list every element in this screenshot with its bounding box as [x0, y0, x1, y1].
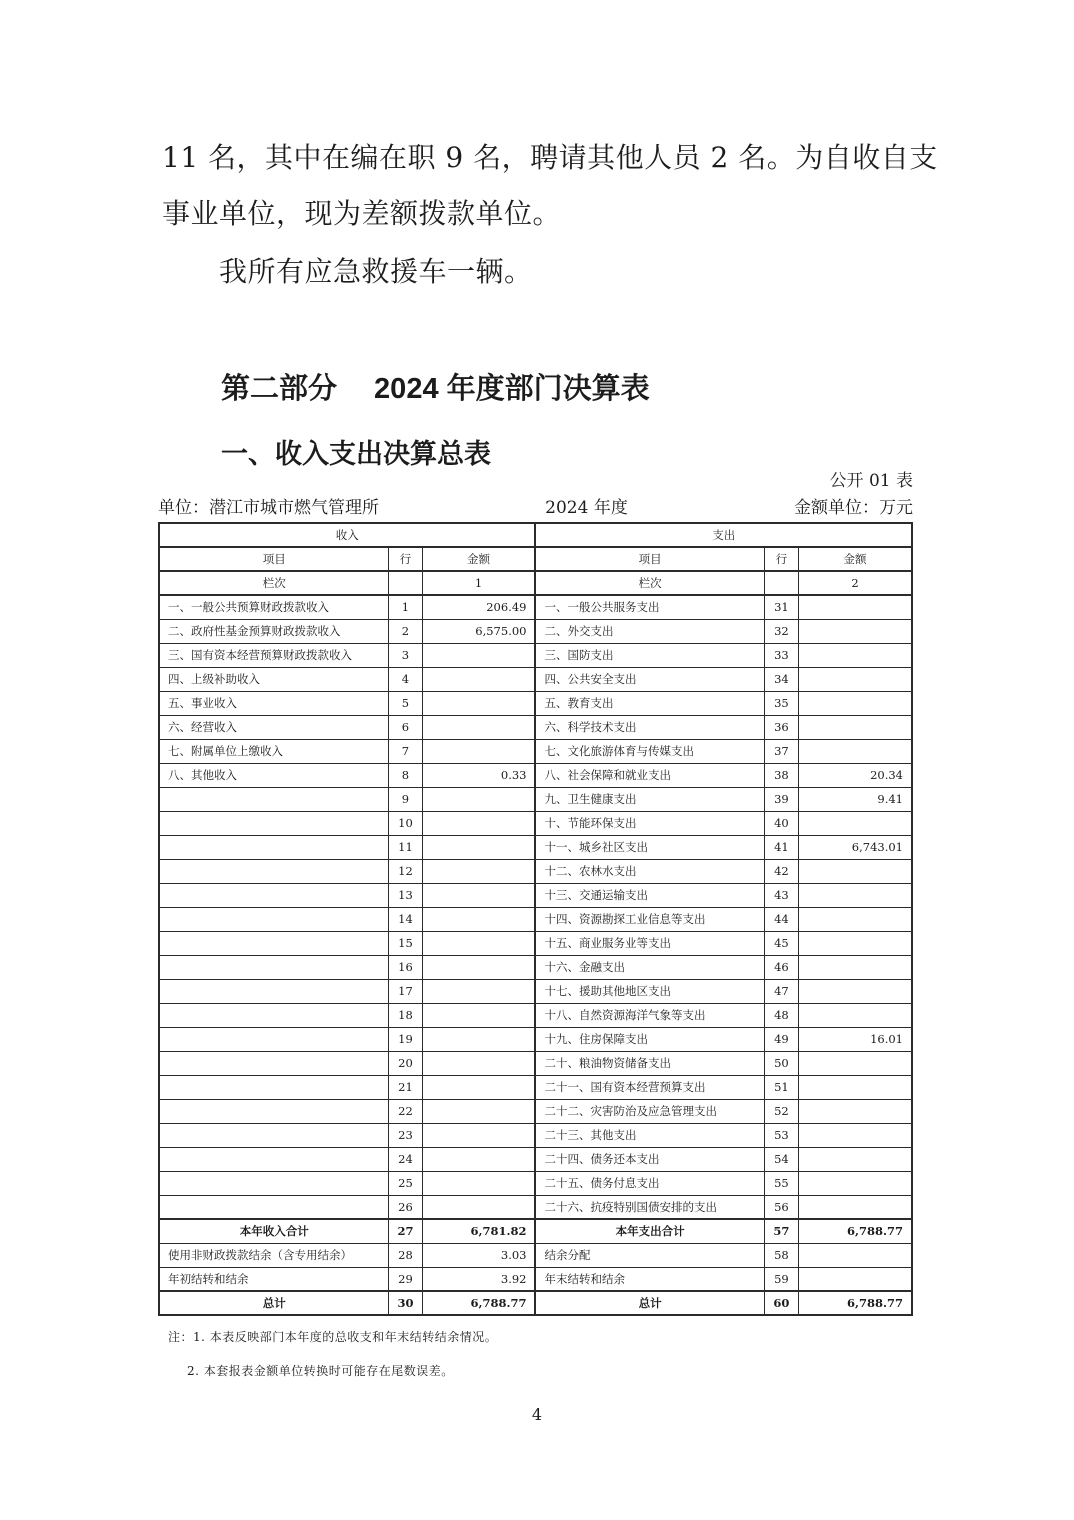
expense-line-number-cell: 39	[764, 787, 798, 811]
income-line-number-cell: 6	[389, 715, 422, 739]
income-item-cell	[159, 859, 389, 883]
expense-item-cell: 五、教育支出	[535, 691, 764, 715]
income-item-cell: 二、政府性基金预算财政拨款收入	[159, 619, 389, 643]
table-row	[159, 595, 912, 619]
expense-amount-cell	[799, 667, 913, 691]
expense-item-cell: 十六、金融支出	[535, 955, 764, 979]
income-column-number: 1	[422, 571, 535, 595]
table-row	[159, 763, 912, 787]
expense-amount-cell	[799, 643, 913, 667]
expense-line-number-cell: 49	[764, 1027, 798, 1051]
intro-paragraph-line-1: 11 名，其中在编在职 9 名，聘请其他人员 2 名。为自收自支	[162, 141, 938, 174]
table-head	[159, 523, 912, 595]
expense-amount-cell	[799, 859, 913, 883]
income-amount-cell	[422, 1171, 535, 1195]
expense-amount-cell	[799, 907, 913, 931]
expense-amount-cell	[799, 883, 913, 907]
table-row	[159, 859, 912, 883]
table-meta-row	[158, 493, 913, 518]
table-row	[159, 835, 912, 859]
income-amount-cell	[422, 811, 535, 835]
income-line-number-cell: 28	[389, 1243, 422, 1267]
expense-amount-cell: 6,788.77	[799, 1291, 913, 1315]
expense-line-number-cell: 36	[764, 715, 798, 739]
expense-line-number-cell: 50	[764, 1051, 798, 1075]
table-column-header-row	[159, 547, 912, 571]
expense-amount-cell	[799, 1171, 913, 1195]
expense-item-cell: 十一、城乡社区支出	[535, 835, 764, 859]
table-row	[159, 1195, 912, 1219]
income-amount-cell: 6,575.00	[422, 619, 535, 643]
expense-item-cell: 八、社会保障和就业支出	[535, 763, 764, 787]
table-row	[159, 1075, 912, 1099]
expense-line-number-cell: 59	[764, 1267, 798, 1291]
income-expense-table	[158, 522, 913, 1316]
table-row	[159, 1123, 912, 1147]
income-line-number-cell: 2	[389, 619, 422, 643]
expense-item-cell: 二十一、国有资本经营预算支出	[535, 1075, 764, 1099]
income-item-cell: 年初结转和结余	[159, 1267, 389, 1291]
income-line-number-cell: 7	[389, 739, 422, 763]
income-line-number-cell: 26	[389, 1195, 422, 1219]
income-amount-cell: 3.03	[422, 1243, 535, 1267]
expense-amount-cell	[799, 1267, 913, 1291]
income-item-cell	[159, 1195, 389, 1219]
expense-amount-cell: 9.41	[799, 787, 913, 811]
income-line-number-cell: 30	[389, 1291, 422, 1315]
table-row	[159, 1099, 912, 1123]
income-line-number-cell: 5	[389, 691, 422, 715]
expense-amount-cell: 16.01	[799, 1027, 913, 1051]
expense-amount-cell	[799, 979, 913, 1003]
expense-line-number-cell: 35	[764, 691, 798, 715]
income-item-cell: 使用非财政拨款结余（含专用结余）	[159, 1243, 389, 1267]
income-lanci-line-cell	[389, 571, 422, 595]
year-label: 2024 年度	[545, 498, 628, 518]
expense-line-number-cell: 51	[764, 1075, 798, 1099]
income-amount-cell	[422, 955, 535, 979]
income-line-number-cell: 8	[389, 763, 422, 787]
expense-item-cell: 十九、住房保障支出	[535, 1027, 764, 1051]
income-item-cell	[159, 907, 389, 931]
income-item-cell: 四、上级补助收入	[159, 667, 389, 691]
income-item-cell: 三、国有资本经营预算财政拨款收入	[159, 643, 389, 667]
income-line-number-cell: 11	[389, 835, 422, 859]
expense-amount-cell	[799, 1147, 913, 1171]
section-title: 第二部分 2024 年度部门决算表	[221, 373, 650, 405]
income-amount-cell: 6,788.77	[422, 1291, 535, 1315]
income-line-number-cell: 18	[389, 1003, 422, 1027]
income-item-cell	[159, 835, 389, 859]
income-item-cell: 五、事业收入	[159, 691, 389, 715]
income-amount-cell	[422, 691, 535, 715]
income-amount-cell	[422, 1123, 535, 1147]
expense-item-cell: 六、科学技术支出	[535, 715, 764, 739]
income-line-number-cell: 4	[389, 667, 422, 691]
expense-item-cell: 结余分配	[535, 1243, 764, 1267]
expense-line-number-cell: 32	[764, 619, 798, 643]
page-number: 4	[531, 1405, 543, 1424]
income-line-header: 行	[389, 547, 422, 571]
expense-amount-cell	[799, 811, 913, 835]
expense-item-cell: 二十、粮油物资储备支出	[535, 1051, 764, 1075]
income-item-cell	[159, 787, 389, 811]
expense-lanci-label: 栏次	[535, 571, 764, 595]
income-amount-cell	[422, 715, 535, 739]
table-row	[159, 931, 912, 955]
expense-line-number-cell: 56	[764, 1195, 798, 1219]
expense-amount-cell	[799, 739, 913, 763]
income-line-number-cell: 21	[389, 1075, 422, 1099]
income-line-number-cell: 27	[389, 1219, 422, 1243]
expense-line-number-cell: 57	[764, 1219, 798, 1243]
table-row	[159, 667, 912, 691]
expense-line-number-cell: 55	[764, 1171, 798, 1195]
expense-line-number-cell: 45	[764, 931, 798, 955]
intro-paragraph-line-2: 事业单位，现为差额拨款单位。	[162, 197, 562, 230]
expense-item-cell: 一、一般公共服务支出	[535, 595, 764, 619]
income-amount-cell	[422, 1195, 535, 1219]
expense-amount-cell: 6,743.01	[799, 835, 913, 859]
expense-lanci-line-cell	[764, 571, 798, 595]
income-amount-cell	[422, 979, 535, 1003]
expense-item-cell: 二、外交支出	[535, 619, 764, 643]
expense-amount-cell	[799, 619, 913, 643]
table-note-2: 2. 本套报表金额单位转换时可能存在尾数误差。	[187, 1364, 454, 1378]
income-item-cell: 六、经营收入	[159, 715, 389, 739]
income-item-cell	[159, 1003, 389, 1027]
income-amount-cell: 6,781.82	[422, 1219, 535, 1243]
table-section-header-row	[159, 523, 912, 547]
income-line-number-cell: 20	[389, 1051, 422, 1075]
income-amount-cell	[422, 1027, 535, 1051]
expense-amount-cell	[799, 1003, 913, 1027]
income-item-cell	[159, 955, 389, 979]
income-line-number-cell: 25	[389, 1171, 422, 1195]
expense-line-number-cell: 31	[764, 595, 798, 619]
table-row	[159, 1243, 912, 1267]
income-item-cell	[159, 979, 389, 1003]
table-row	[159, 619, 912, 643]
expense-column-number: 2	[799, 571, 913, 595]
expense-item-cell: 七、文化旅游体育与传媒支出	[535, 739, 764, 763]
income-amount-cell	[422, 1147, 535, 1171]
expense-line-number-cell: 43	[764, 883, 798, 907]
expense-amount-cell	[799, 931, 913, 955]
expense-line-number-cell: 54	[764, 1147, 798, 1171]
expense-line-number-cell: 60	[764, 1291, 798, 1315]
expense-line-number-cell: 33	[764, 643, 798, 667]
expense-line-number-cell: 53	[764, 1123, 798, 1147]
table-row	[159, 955, 912, 979]
table-row	[159, 691, 912, 715]
expense-section-header: 支出	[535, 523, 912, 547]
expense-item-cell: 十五、商业服务业等支出	[535, 931, 764, 955]
table-row	[159, 907, 912, 931]
income-amount-cell	[422, 1003, 535, 1027]
income-line-number-cell: 16	[389, 955, 422, 979]
expense-item-header: 项目	[535, 547, 764, 571]
expense-line-number-cell: 40	[764, 811, 798, 835]
income-item-cell: 一、一般公共预算财政拨款收入	[159, 595, 389, 619]
income-item-cell	[159, 1075, 389, 1099]
income-item-header: 项目	[159, 547, 389, 571]
table-lanci-row	[159, 571, 912, 595]
expense-line-number-cell: 58	[764, 1243, 798, 1267]
income-line-number-cell: 14	[389, 907, 422, 931]
table-row	[159, 739, 912, 763]
intro-paragraph-line-3: 我所有应急救援车一辆。	[219, 255, 533, 288]
income-line-number-cell: 15	[389, 931, 422, 955]
income-line-number-cell: 24	[389, 1147, 422, 1171]
expense-line-number-cell: 42	[764, 859, 798, 883]
income-item-cell	[159, 811, 389, 835]
expense-item-cell: 二十四、债务还本支出	[535, 1147, 764, 1171]
table-row	[159, 1003, 912, 1027]
income-line-number-cell: 12	[389, 859, 422, 883]
expense-line-number-cell: 37	[764, 739, 798, 763]
table-note-1: 注：1. 本表反映部门本年度的总收支和年末结转结余情况。	[168, 1330, 498, 1344]
income-item-cell	[159, 1027, 389, 1051]
expense-item-cell: 本年支出合计	[535, 1219, 764, 1243]
expense-item-cell: 二十二、灾害防治及应急管理支出	[535, 1099, 764, 1123]
income-line-number-cell: 23	[389, 1123, 422, 1147]
income-amount-cell	[422, 883, 535, 907]
table-row	[159, 1147, 912, 1171]
expense-item-cell: 十二、农林水支出	[535, 859, 764, 883]
expense-amount-cell	[799, 595, 913, 619]
income-line-number-cell: 22	[389, 1099, 422, 1123]
income-line-number-cell: 9	[389, 787, 422, 811]
income-amount-cell	[422, 667, 535, 691]
income-item-cell: 本年收入合计	[159, 1219, 389, 1243]
income-item-cell: 七、附属单位上缴收入	[159, 739, 389, 763]
income-item-cell: 八、其他收入	[159, 763, 389, 787]
expense-item-cell: 二十五、债务付息支出	[535, 1171, 764, 1195]
table-row	[159, 1219, 912, 1243]
table-body	[159, 595, 912, 1315]
expense-item-cell: 四、公共安全支出	[535, 667, 764, 691]
income-amount-cell	[422, 643, 535, 667]
expense-line-number-cell: 48	[764, 1003, 798, 1027]
expense-amount-cell	[799, 955, 913, 979]
income-item-cell	[159, 1171, 389, 1195]
form-label: 公开 01 表	[829, 471, 913, 491]
income-item-cell	[159, 1051, 389, 1075]
table-row	[159, 979, 912, 1003]
income-amount-cell	[422, 1099, 535, 1123]
income-amount-cell: 0.33	[422, 763, 535, 787]
expense-item-cell: 十八、自然资源海洋气象等支出	[535, 1003, 764, 1027]
income-line-number-cell: 19	[389, 1027, 422, 1051]
income-amount-cell	[422, 835, 535, 859]
expense-item-cell: 十、节能环保支出	[535, 811, 764, 835]
expense-line-number-cell: 41	[764, 835, 798, 859]
expense-amount-cell	[799, 1243, 913, 1267]
income-item-cell	[159, 1123, 389, 1147]
table-row	[159, 1267, 912, 1291]
income-line-number-cell: 29	[389, 1267, 422, 1291]
expense-amount-header: 金额	[799, 547, 913, 571]
expense-amount-cell	[799, 1075, 913, 1099]
expense-amount-cell: 6,788.77	[799, 1219, 913, 1243]
income-amount-cell	[422, 739, 535, 763]
income-line-number-cell: 13	[389, 883, 422, 907]
income-item-cell	[159, 883, 389, 907]
expense-item-cell: 总计	[535, 1291, 764, 1315]
income-amount-cell	[422, 907, 535, 931]
expense-line-number-cell: 38	[764, 763, 798, 787]
section-subtitle: 一、收入支出决算总表	[221, 439, 491, 469]
unit-label: 单位：潜江市城市燃气管理所	[158, 498, 379, 518]
income-item-cell	[159, 931, 389, 955]
income-line-number-cell: 1	[389, 595, 422, 619]
income-section-header: 收入	[159, 523, 535, 547]
expense-item-cell: 年末结转和结余	[535, 1267, 764, 1291]
income-line-number-cell: 10	[389, 811, 422, 835]
expense-amount-cell	[799, 691, 913, 715]
income-line-number-cell: 3	[389, 643, 422, 667]
expense-line-number-cell: 34	[764, 667, 798, 691]
table-row	[159, 883, 912, 907]
income-item-cell	[159, 1099, 389, 1123]
expense-amount-cell	[799, 1099, 913, 1123]
amount-unit-label: 金额单位：万元	[793, 498, 913, 518]
income-lanci-label: 栏次	[159, 571, 389, 595]
table-row	[159, 1171, 912, 1195]
table-row	[159, 811, 912, 835]
income-amount-cell: 206.49	[422, 595, 535, 619]
expense-amount-cell	[799, 1123, 913, 1147]
expense-line-number-cell: 46	[764, 955, 798, 979]
table-row	[159, 1027, 912, 1051]
table-row	[159, 1291, 912, 1315]
income-line-number-cell: 17	[389, 979, 422, 1003]
expense-item-cell: 十七、援助其他地区支出	[535, 979, 764, 1003]
income-amount-cell	[422, 859, 535, 883]
expense-line-number-cell: 47	[764, 979, 798, 1003]
expense-line-number-cell: 44	[764, 907, 798, 931]
expense-amount-cell	[799, 1195, 913, 1219]
income-amount-cell	[422, 931, 535, 955]
expense-item-cell: 三、国防支出	[535, 643, 764, 667]
expense-item-cell: 九、卫生健康支出	[535, 787, 764, 811]
expense-amount-cell: 20.34	[799, 763, 913, 787]
income-amount-header: 金额	[422, 547, 535, 571]
income-amount-cell	[422, 787, 535, 811]
expense-line-header: 行	[764, 547, 798, 571]
income-item-cell: 总计	[159, 1291, 389, 1315]
expense-item-cell: 十三、交通运输支出	[535, 883, 764, 907]
income-amount-cell	[422, 1051, 535, 1075]
expense-item-cell: 二十六、抗疫特别国债安排的支出	[535, 1195, 764, 1219]
expense-item-cell: 二十三、其他支出	[535, 1123, 764, 1147]
table-row	[159, 1051, 912, 1075]
expense-amount-cell	[799, 715, 913, 739]
expense-item-cell: 十四、资源勘探工业信息等支出	[535, 907, 764, 931]
income-amount-cell	[422, 1075, 535, 1099]
expense-amount-cell	[799, 1051, 913, 1075]
table-row	[159, 715, 912, 739]
table-row	[159, 787, 912, 811]
table-row	[159, 643, 912, 667]
expense-line-number-cell: 52	[764, 1099, 798, 1123]
income-item-cell	[159, 1147, 389, 1171]
income-amount-cell: 3.92	[422, 1267, 535, 1291]
